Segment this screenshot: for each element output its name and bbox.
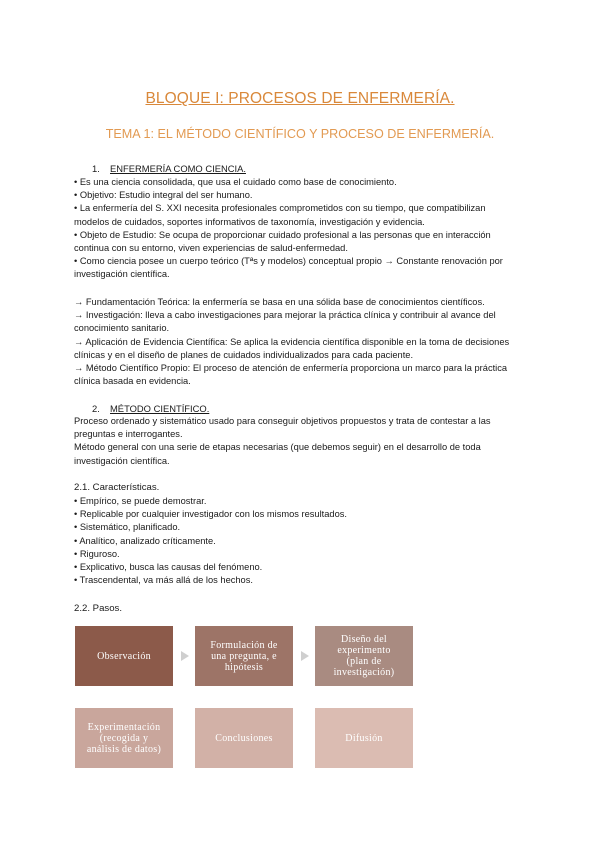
section-2-title: MÉTODO CIENTÍFICO. <box>110 403 210 414</box>
subsection-2-1-heading: 2.1. Características. <box>74 482 160 493</box>
step-label: Formulación de <box>210 639 278 651</box>
text-line: investigación científica. <box>74 269 170 280</box>
text-line: → Aplicación de Evidencia Científica: Se aplica la evidencia científica disponible en la toma de decisiones <box>74 336 510 347</box>
steps-diagram <box>75 626 415 766</box>
step-label: hipótesis <box>224 661 264 673</box>
text-line: preguntas e interrogantes. <box>74 429 183 440</box>
section-2-number: 2. <box>92 403 100 414</box>
text-line: • Objeto de Estudio: Se ocupa de proporcionar cuidado profesional a las personas que en interacción <box>74 229 491 240</box>
step-label: Experimentación <box>87 721 161 733</box>
text-line: • La enfermería del S. XXI necesita profesionales comprometidos con su tiempo, que compatibilizan <box>74 203 486 214</box>
list-item: • Explicativo, busca las causas del fenómeno. <box>74 562 263 573</box>
step-formulacion <box>195 626 293 686</box>
text-line: clínicas y en el diseño de planes de cuidados individualizados para cada paciente. <box>74 349 414 360</box>
page-title: BLOQUE I: PROCESOS DE ENFERMERÍA. <box>145 90 455 107</box>
list-item: • Sistemático, planificado. <box>74 522 181 533</box>
text-line: Proceso ordenado y sistemático usado para conseguir objetivos propuestos y trata de contestar a las <box>74 416 491 426</box>
section-1-number: 1. <box>92 163 100 174</box>
section-1-points <box>74 296 544 388</box>
list-item: • Trascendental, va más allá de los hechos. <box>74 575 253 586</box>
step-label: análisis de datos) <box>86 743 162 755</box>
section-1-title: ENFERMERÍA COMO CIENCIA. <box>110 163 246 174</box>
step-label: (recogida y <box>99 732 149 744</box>
section-2-body <box>74 415 544 468</box>
text-line: modelos de cuidados, soportes informativos de taxonomía, investigación y evidencia. <box>74 216 425 227</box>
list-item: • Replicable por cualquier investigador con los mismos resultados. <box>74 509 347 520</box>
text-line: Método general con una serie de etapas necesarias (que debemos seguir) en el desarrollo de toda <box>74 442 481 453</box>
text-line: • Es una ciencia consolidada, que usa el cuidado como base de conocimiento. <box>74 177 397 187</box>
step-diseno <box>315 626 413 686</box>
arrow-right-icon <box>301 651 309 661</box>
characteristics-list <box>74 495 544 587</box>
page-subtitle: TEMA 1: EL MÉTODO CIENTÍFICO Y PROCESO DE ENFERMERÍA. <box>105 127 495 141</box>
list-item: • Empírico, se puede demostrar. <box>74 496 207 506</box>
step-experimentacion <box>75 708 173 768</box>
list-item: • Riguroso. <box>74 548 120 559</box>
step-label: investigación) <box>333 667 395 678</box>
text-line: → Investigación: lleva a cabo investigaciones para mejorar la práctica clínica y contribuir al avance del <box>74 310 496 321</box>
list-item: • Analítico, analizado críticamente. <box>74 535 216 546</box>
text-line: clínica basada en evidencia. <box>74 376 191 387</box>
step-label: experimento <box>337 645 391 656</box>
step-label: Difusión <box>345 732 383 744</box>
text-line: → Fundamentación Teórica: la enfermería se basa en una sólida base de conocimientos científicos. <box>74 297 485 307</box>
text-line: • Objetivo: Estudio integral del ser humano. <box>74 190 253 201</box>
text-line: → Método Científico Propio: El proceso de atención de enfermería proporciona un marco para la práctica <box>74 363 508 374</box>
step-observacion <box>75 626 173 686</box>
arrow-right-icon <box>181 651 189 661</box>
subsection-2-2-heading: 2.2. Pasos. <box>74 603 122 614</box>
step-label: (plan de <box>346 656 382 667</box>
text-line: continua con su entorno, viven experiencias de salud-enfermedad. <box>74 243 348 254</box>
step-conclusiones <box>195 708 293 768</box>
step-difusion <box>315 708 413 768</box>
text-line: investigación científica. <box>74 455 170 466</box>
step-label: Conclusiones <box>215 732 273 744</box>
section-1-heading <box>92 162 562 176</box>
text-line: conocimiento sanitario. <box>74 323 170 334</box>
text-line: • Como ciencia posee un cuerpo teórico (Tªs y modelos) conceptual propio → Constante renovación por <box>74 256 503 267</box>
step-label: Diseño del <box>340 634 388 645</box>
step-label: Observación <box>97 650 151 662</box>
step-label: una pregunta, e <box>211 650 277 662</box>
section-1-body <box>74 176 544 282</box>
